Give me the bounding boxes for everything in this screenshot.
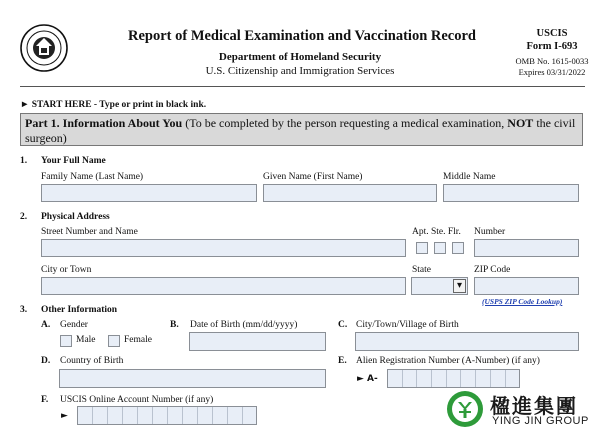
section1-title: Your Full Name <box>41 156 106 166</box>
unit-number-input[interactable] <box>474 239 579 257</box>
uscis-label: USCIS <box>536 28 568 39</box>
gender-label: Gender <box>60 320 88 330</box>
a-number-label: Alien Registration Number (A-Number) (if any) <box>356 356 540 366</box>
given-name-label: Given Name (First Name) <box>263 172 363 182</box>
male-checkbox[interactable] <box>60 335 72 347</box>
agency-name: U.S. Citizenship and Immigration Services <box>205 65 395 77</box>
state-label: State <box>412 265 431 275</box>
part1-not: NOT <box>507 116 534 130</box>
dob-input[interactable] <box>189 332 326 351</box>
item-e-letter: E. <box>338 356 347 366</box>
a-number-prefix: ► A- <box>357 374 378 384</box>
middle-name-input[interactable] <box>443 184 579 202</box>
female-label: Female <box>124 335 152 345</box>
uscis-account-prefix: ► <box>61 411 68 421</box>
dob-label: Date of Birth (mm/dd/yyyy) <box>190 320 298 330</box>
form-title: Report of Medical Examination and Vaccination Record <box>128 28 476 44</box>
country-of-birth-label: Country of Birth <box>60 356 124 366</box>
watermark-logo-icon <box>446 390 484 428</box>
zip-input[interactable] <box>474 277 579 295</box>
flr-checkbox[interactable] <box>452 242 464 254</box>
watermark-chinese-name: 楹進集團 <box>490 394 578 418</box>
country-of-birth-input[interactable] <box>59 369 326 388</box>
header-divider <box>20 86 585 87</box>
uscis-account-label: USCIS Online Account Number (if any) <box>60 395 214 405</box>
street-input[interactable] <box>41 239 406 257</box>
state-dropdown-button[interactable] <box>453 279 466 293</box>
section2-title: Physical Address <box>41 212 110 222</box>
city-of-birth-input[interactable] <box>355 332 579 351</box>
city-label: City or Town <box>41 265 92 275</box>
item-c-letter: C. <box>338 320 348 330</box>
unit-number-label: Number <box>474 227 506 237</box>
section1-number: 1. <box>20 156 28 166</box>
city-input[interactable] <box>41 277 406 295</box>
department-name: Department of Homeland Security <box>218 51 382 63</box>
watermark-english-name: YING JIN GROUP <box>492 415 589 427</box>
start-instructions: ► START HERE - Type or print in black ink. <box>20 100 207 110</box>
state-select[interactable] <box>411 277 468 295</box>
item-f-letter: F. <box>41 395 49 405</box>
uscis-account-input[interactable] <box>77 406 257 425</box>
item-d-letter: D. <box>41 356 51 366</box>
chevron-down-icon: ▾ <box>456 280 463 291</box>
part1-title: Part 1. Information About You <box>25 116 183 130</box>
male-label: Male <box>76 335 96 345</box>
family-name-input[interactable] <box>41 184 257 202</box>
zip-label: ZIP Code <box>474 265 511 275</box>
part1-desc: (To be completed by the person requesting a medical examination, <box>182 116 508 130</box>
a-number-input[interactable] <box>387 369 520 388</box>
apt-checkbox[interactable] <box>416 242 428 254</box>
city-of-birth-label: City/Town/Village of Birth <box>356 320 459 330</box>
form-number: Form I-693 <box>526 41 578 52</box>
omb-number: OMB No. 1615-0033 <box>515 56 589 66</box>
female-checkbox[interactable] <box>108 335 120 347</box>
ste-checkbox[interactable] <box>434 242 446 254</box>
apt-ste-flr-label: Apt. Ste. Flr. <box>412 227 461 237</box>
section3-number: 3. <box>20 305 28 315</box>
zip-lookup-link[interactable]: (USPS ZIP Code Lookup) <box>482 297 563 306</box>
given-name-input[interactable] <box>263 184 437 202</box>
family-name-label: Family Name (Last Name) <box>41 172 144 182</box>
part1-header <box>20 113 583 146</box>
item-b-letter: B. <box>170 320 179 330</box>
section3-title: Other Information <box>41 305 118 315</box>
expiration-date: Expires 03/31/2022 <box>518 67 586 77</box>
middle-name-label: Middle Name <box>443 172 496 182</box>
section2-number: 2. <box>20 212 28 222</box>
item-a-letter: A. <box>41 320 51 330</box>
street-label: Street Number and Name <box>41 227 138 237</box>
part1-desc-end: the civil surgeon) <box>25 116 576 145</box>
